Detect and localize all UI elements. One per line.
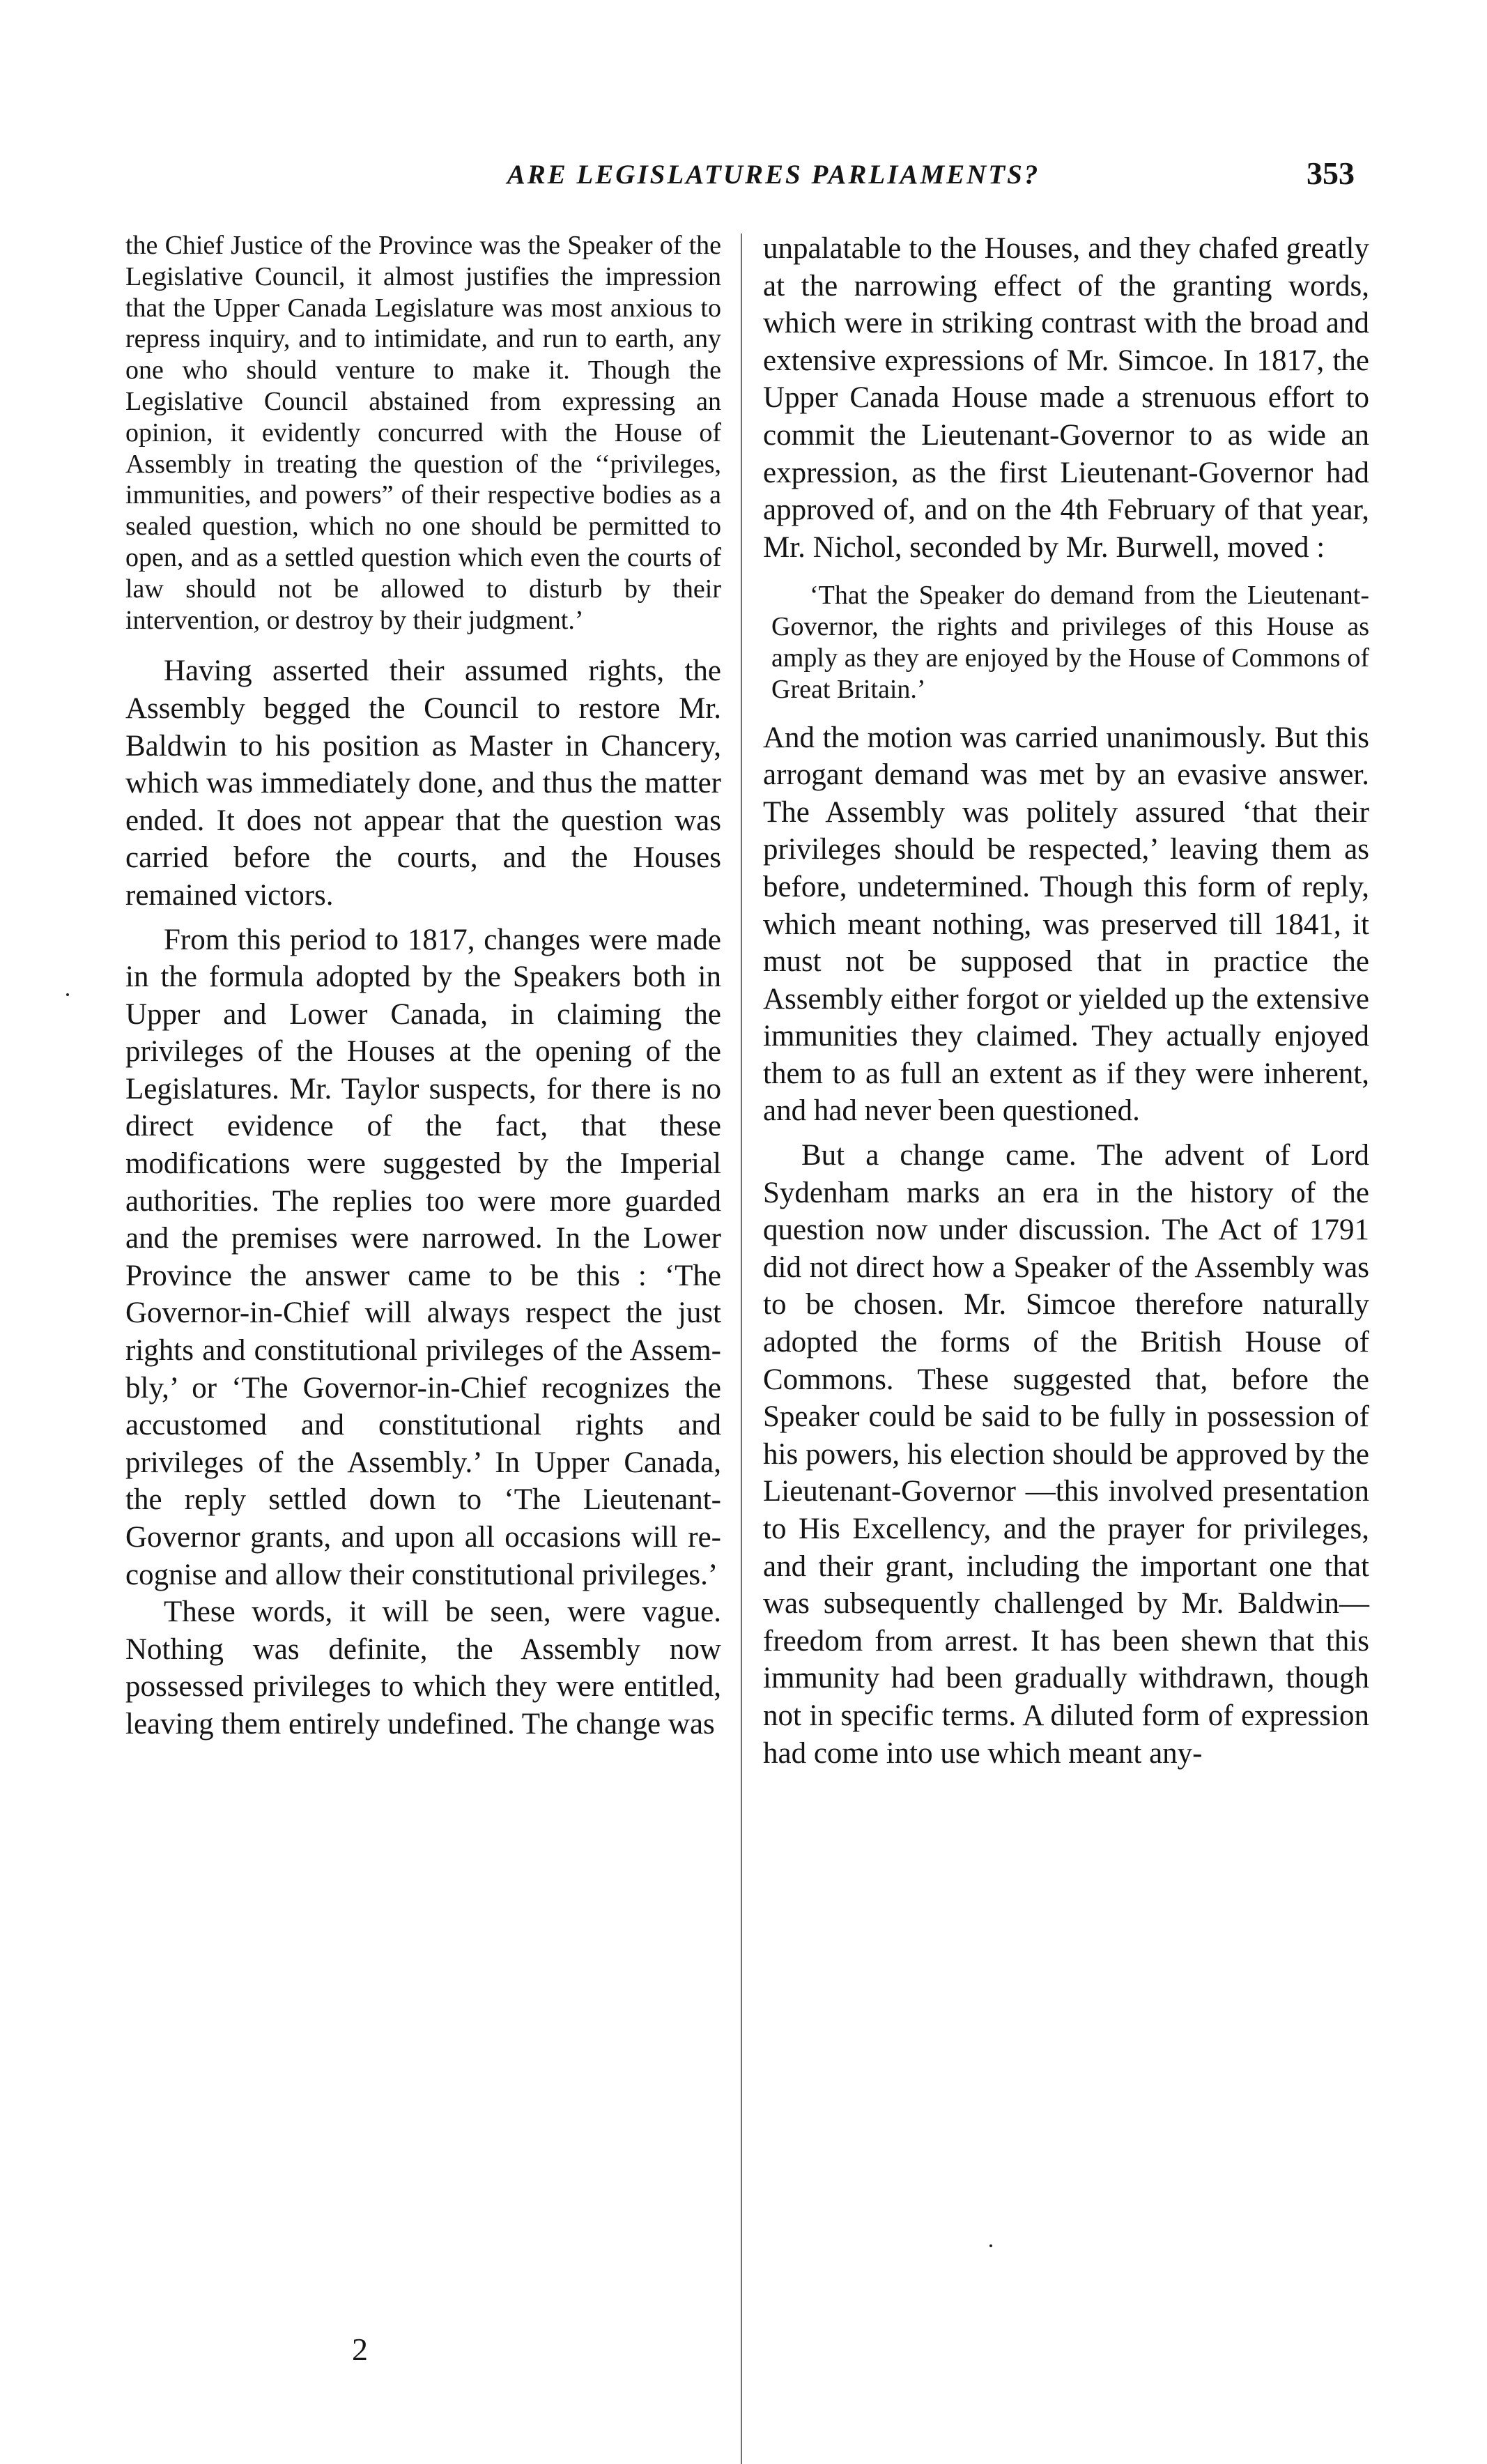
right-column	[763, 230, 1369, 1772]
block-quote: ‘That the Speaker do demand from the Lieutenant-Governor, the rights and privileges of this House as amply as they are enjoyed by the House of Commons of Great Britain.’	[771, 581, 1369, 704]
ink-speck	[989, 2244, 992, 2247]
signature-mark: 2	[352, 2332, 368, 2367]
left-paragraph-1: the Chief Justice of the Province was the Speaker of the Legislative Council, it almost justifies the impression that the Upper Canada Legislature was most anxious to repress inquiry, and to intimidate, and run to earth, any one who should venture to make it. Though the Legislative Council abstained from expressing an opinion, it evidently concurred with the House of Assembly in treating the question of the ‘‘privileges, immunities, and powers” of their respective bodies as a sealed question, which no one should be permitted to open, and as a settled question which even the courts of law should not be allowed to disturb by their intervention, or destroy by their judgment.’	[125, 231, 721, 635]
left-paragraph-2: Having asserted their assumed rights, the Assembly begged the Council to restore Mr. Baldwin to his position as Master in Chancery, which was immediately done, and thus the matter ended. It does not appear that the question was carried before the courts, and the Houses remained victors.	[125, 655, 721, 912]
page-number: 353	[1307, 155, 1355, 191]
left-paragraph-4: These words, it will be seen, were vague. Nothing was definite, the Assembly now possessed privileges to which they were entitled, leaving them entirely undefined. The change was	[125, 1596, 721, 1740]
column-divider	[741, 234, 742, 2464]
ink-speck	[66, 993, 69, 996]
left-paragraph-3: From this period to 1817, changes were made in the formula adopted by the Speakers both in Upper and Lower Canada, in claiming the privileges of the Houses at the opening of the Legislatures. Mr. Taylor suspects, for there is no direct evidence of the fact, that these modifications were suggested by the Imperial authorities. The replies too were more guarded and the premises were narrowed. In the Lower Province the answer came to be this : ‘The Governor-in-Chief will always respect the just rights and constitutional privileges of the Assembly,’ or ‘The Governor-in-Chief recognizes the accustomed and constitutional rights and privileges of the Assembly.’ In Upper Canada, the reply settled down to ‘The Lieutenant-Governor grants, and upon all occasions will recognise and allow their constitutional privileges.’	[125, 923, 721, 1591]
left-column	[125, 230, 721, 1743]
right-paragraph-3: But a change came. The advent of Lord Sydenham marks an era in the history of the question now under discussion. The Act of 1791 did not direct how a Speaker of the Assembly was to be chosen. Mr. Simcoe therefore naturally adopted the forms of the British House of Commons. These suggested that, before the Speaker could be said to be fully in possession of his powers, his election should be approved by the Lieutenant-Governor —this involved presentation to His Excellency, and the prayer for privileges, and their grant, including the important one that was subsequently challenged by Mr. Baldwin—freedom from arrest. It has been shewn that this immunity had been gradually withdrawn, though not in specific terms. A diluted form of expression had come into use which meant any-	[763, 1139, 1369, 1770]
right-paragraph-1: unpalatable to the Houses, and they chafed greatly at the narrowing effect of the granting words, which were in striking contrast with the broad and extensive expressions of Mr. Simcoe. In 1817, the Upper Canada House made a strenuous effort to commit the Lieutenant-Governor to as wide an expression, as the first Lieutenant-Governor had approved of, and on the 4th February of that year, Mr. Nichol, seconded by Mr. Burwell, moved :	[763, 232, 1369, 564]
running-title: ARE LEGISLATURES PARLIAMENTS?	[507, 160, 1040, 190]
right-paragraph-2: And the motion was carried unanimously. But this arrogant demand was met by an evasive answer. The Assembly was politely assured ‘that their privileges should be respected,’ leaving them as before, undetermined. Though this form of reply, which meant nothing, was preserved till 1841, it must not be supposed that in practice the Assembly either forgot or yielded up the extensive immunities they claimed. They actually enjoyed them to as full an extent as if they were inherent, and had never been questioned.	[763, 721, 1369, 1128]
